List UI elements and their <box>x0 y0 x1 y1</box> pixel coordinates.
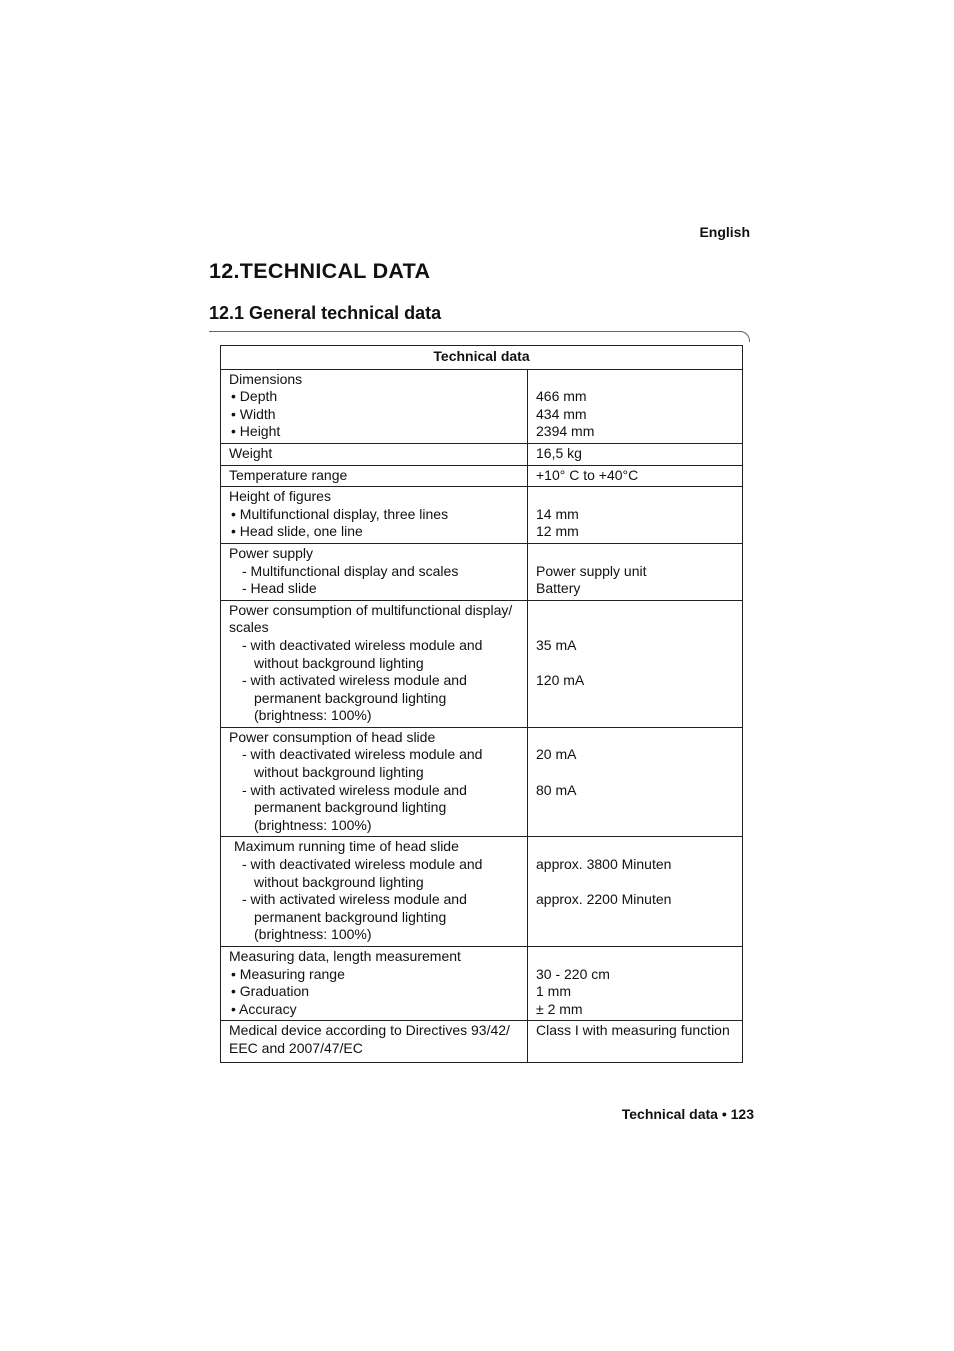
label-line: • Depth <box>231 388 278 405</box>
value-line: 434 mm <box>536 405 587 422</box>
label-line: Weight <box>229 444 273 461</box>
label-line: • Height <box>231 423 281 440</box>
label-line: Dimensions <box>229 370 303 387</box>
section-title: 12.1 General technical data <box>209 303 442 323</box>
table-row <box>221 543 743 600</box>
label-line: permanent background lighting <box>254 799 447 816</box>
value-line: 2394 mm <box>536 423 595 440</box>
value-line: 12 mm <box>536 523 579 540</box>
row-label <box>221 443 528 465</box>
table-row <box>221 487 743 544</box>
value-line: approx. 3800 Minuten <box>536 856 672 873</box>
table-row <box>221 369 743 443</box>
label-line: - with activated wireless module and <box>242 891 467 908</box>
row-value <box>528 369 743 443</box>
label-line: permanent background lighting <box>254 908 447 925</box>
label-line: - with deactivated wireless module and <box>242 636 483 653</box>
value-line: approx. 2200 Minuten <box>536 891 672 908</box>
row-value <box>528 600 743 727</box>
label-line: Power consumption of head slide <box>229 728 436 745</box>
label-line: Measuring data, length measurement <box>229 948 461 964</box>
label-line: - with deactivated wireless module and <box>242 746 483 763</box>
label-line: (brightness: 100%) <box>254 816 372 833</box>
label-line: without background lighting <box>254 654 424 671</box>
row-label <box>221 600 528 727</box>
row-label <box>221 727 528 837</box>
label-line: scales <box>229 619 269 636</box>
row-label <box>221 543 528 600</box>
label-line: - Multifunctional display and scales <box>242 562 459 579</box>
table-row <box>221 443 743 465</box>
row-value <box>528 487 743 544</box>
label-line: (brightness: 100%) <box>254 926 372 943</box>
label-line: • Head slide, one line <box>231 523 363 540</box>
label-line: Maximum running time of head slide <box>234 838 459 855</box>
row-value <box>528 727 743 837</box>
value-line: 35 mA <box>536 636 577 653</box>
label-line: - with deactivated wireless module and <box>242 856 483 873</box>
row-value <box>528 443 743 465</box>
label-line: - with activated wireless module and <box>242 781 467 798</box>
label-line: without background lighting <box>254 873 424 890</box>
label-line: Height of figures <box>229 488 331 505</box>
value-line: Battery <box>536 580 581 597</box>
label-line: • Width <box>231 405 276 422</box>
value-line: 466 mm <box>536 388 587 405</box>
label-line: permanent background lighting <box>254 689 447 706</box>
table-row <box>221 947 743 1021</box>
table-row <box>221 1021 743 1062</box>
section-divider-curve <box>735 331 750 342</box>
label-line: without background lighting <box>254 764 424 781</box>
label-line: Power supply <box>229 544 314 561</box>
technical-data-table <box>220 345 743 1063</box>
value-line: 20 mA <box>536 746 577 763</box>
value-line: 30 - 220 cm <box>536 965 610 982</box>
label-line: (brightness: 100%) <box>254 707 372 724</box>
label-line: - Head slide <box>242 580 317 597</box>
value-line: 1 mm <box>536 983 571 1000</box>
table-row <box>221 837 743 947</box>
label-line: • Measuring range <box>231 965 345 982</box>
row-label <box>221 369 528 443</box>
label-line: • Graduation <box>231 983 310 1000</box>
row-value <box>528 465 743 487</box>
label-line: Power consumption of multifunctional display/ <box>229 601 513 618</box>
label-line: • Multifunctional display, three lines <box>231 505 449 522</box>
label-line: • Accuracy <box>231 1000 297 1017</box>
row-value <box>528 543 743 600</box>
value-line: 120 mA <box>536 672 585 689</box>
chapter-title: 12.TECHNICAL DATA <box>209 259 431 283</box>
section-divider <box>209 331 743 332</box>
table-row <box>221 600 743 727</box>
row-label <box>221 465 528 487</box>
row-value <box>528 1021 743 1062</box>
label-line: EEC and 2007/47/EC <box>229 1039 363 1056</box>
value-line: Class I with measuring function <box>536 1022 730 1039</box>
value-line: 16,5 kg <box>536 444 582 461</box>
value-line: 80 mA <box>536 781 577 798</box>
value-line: 14 mm <box>536 505 579 522</box>
table-header: Technical data <box>221 346 743 370</box>
row-value <box>528 947 743 1021</box>
language-label: English <box>699 224 750 240</box>
page-footer: Technical data • 123 <box>621 1106 754 1122</box>
table-header-row <box>221 346 743 370</box>
value-line: +10° C to +40°C <box>536 466 639 483</box>
value-line: ± 2 mm <box>536 1000 583 1017</box>
label-line: - with activated wireless module and <box>242 672 467 689</box>
table-row <box>221 465 743 487</box>
row-label <box>221 947 528 1021</box>
row-label <box>221 837 528 947</box>
row-label <box>221 487 528 544</box>
value-line: Power supply unit <box>536 562 647 579</box>
label-line: Medical device according to Directives 93/42/ <box>229 1022 510 1039</box>
row-value <box>528 837 743 947</box>
row-label <box>221 1021 528 1062</box>
label-line: Temperature range <box>229 466 348 483</box>
table-row <box>221 727 743 837</box>
